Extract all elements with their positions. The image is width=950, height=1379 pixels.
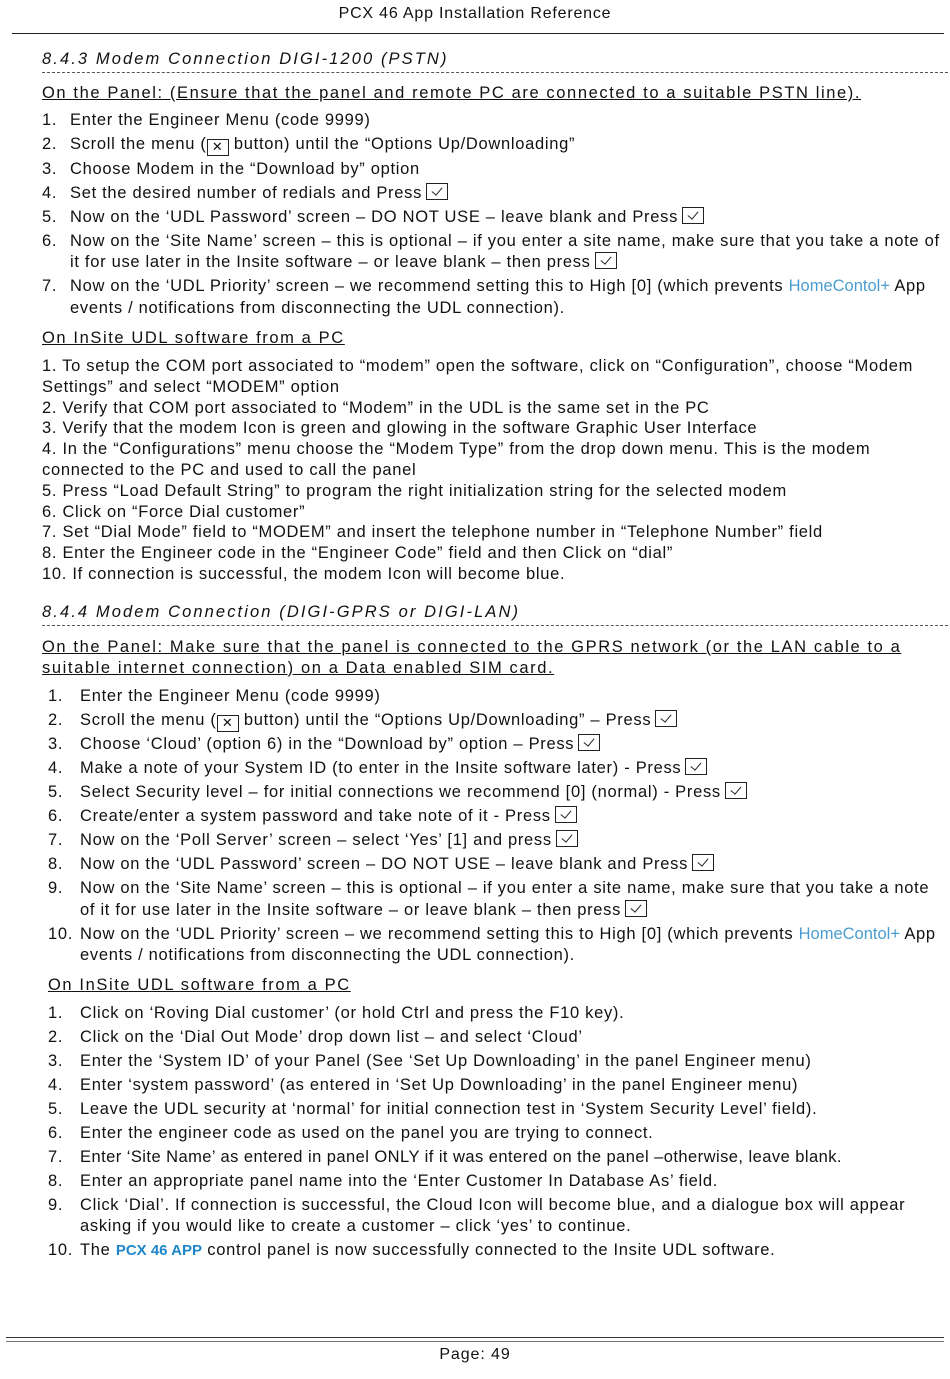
list-item (48, 1099, 942, 1121)
x-button-icon: ✕ (217, 715, 239, 732)
step-text: Enter the Engineer Menu (code 9999) (70, 111, 371, 129)
footer-rule (6, 1337, 944, 1338)
list-item (48, 830, 942, 852)
step-text: Enter an appropriate panel name into the ‘Enter Customer In Database As’ field. (80, 1171, 719, 1190)
step-number: 4. (48, 759, 64, 778)
list-item (48, 734, 942, 756)
list-item (42, 183, 942, 205)
list-item (48, 1075, 942, 1097)
step-number: 10. (48, 924, 74, 943)
step-number: 8. (48, 855, 64, 874)
step-number: 7. (42, 277, 58, 295)
list-item: 7. Set “Dial Mode” field to “MODEM” and insert the telephone number in “Telephone Number” field (42, 523, 823, 542)
step-text: Now on the ‘UDL Priority’ screen – we recommend setting this to High [0] (which prevents HomeContol+ App events / notifications from disconnecting the UDL connection). (70, 277, 926, 317)
step-number: 6. (48, 1123, 64, 1142)
step-text: Choose ‘Cloud’ (option 6) in the “Download by” option – Press (80, 734, 942, 756)
list-item (48, 1171, 942, 1193)
step-text: Now on the ‘Site Name’ screen – this is optional – if you enter a site name, make sure that you take a note of it for use later in the Insite software – or leave blank – then press (70, 231, 940, 271)
list-item (48, 1051, 942, 1073)
list-item (48, 1123, 942, 1145)
list-item (42, 207, 942, 229)
step-text: Now on the ‘Site Name’ screen – this is optional – if you enter a site name, make sure that you take a note of it for use later in the Insite software – or leave blank – then press (80, 879, 930, 919)
step-text: Enter ‘system password’ (as entered in ‘Set Up Downloading’ in the panel Engineer menu) (80, 1075, 799, 1094)
step-text: Scroll the menu ( ✕ button) until the “Options Up/Downloading” (70, 135, 576, 154)
ok-button-icon (555, 806, 577, 823)
list-item (42, 231, 942, 274)
list-item: 5. Press “Load Default String” to program the right initialization string for the selected modem (42, 481, 787, 500)
list-item: 4. In the “Configurations” menu choose the “Modem Type” from the drop down menu. This is the modem connected to the PC and used to call the panel (42, 440, 871, 479)
step-number: 5. (48, 783, 64, 802)
step-text: Now on the ‘Poll Server’ screen – select ‘Yes’ [1] and press (80, 830, 942, 852)
step-number: 2. (42, 135, 58, 153)
list-item: 6. Click on “Force Dial customer” (42, 502, 306, 521)
panel-heading-843: On the Panel: (Ensure that the panel and remote PC are connected to a suitable PSTN line). (42, 84, 862, 102)
list-item (42, 134, 942, 156)
panel-heading-844: On the Panel: Make sure that the panel is connected to the GPRS network (or the LAN cable to a suitable internet connection) on a Data enabled SIM card. (42, 637, 902, 677)
step-number: 6. (42, 231, 58, 250)
step-number: 5. (48, 1099, 64, 1118)
step-number: 3. (42, 159, 58, 178)
step-text: Click on the ‘Dial Out Mode’ drop down list – and select ‘Cloud’ (80, 1027, 583, 1046)
ok-button-icon (725, 782, 747, 799)
list-item: 1. To setup the COM port associated to “modem” open the software, click on “Configuration”, choose “Modem Settings” and select “MODEM” option (42, 357, 914, 396)
list-item: 8. Enter the Engineer code in the “Engineer Code” field and then Click on “dial” (42, 544, 674, 563)
step-number: 4. (48, 1075, 64, 1094)
step-text: Enter the engineer code as used on the panel you are trying to connect. (80, 1123, 654, 1142)
panel-steps-843 (42, 110, 942, 319)
ok-button-icon (578, 734, 600, 751)
step-number: 3. (48, 1051, 64, 1070)
step-number: 9. (48, 879, 64, 898)
step-number: 3. (48, 735, 64, 754)
pcx46-app-brand: PCX 46 APP (115, 1242, 202, 1260)
list-item (42, 276, 942, 319)
footer-rule-secondary (6, 1341, 944, 1342)
x-button-icon: ✕ (207, 139, 229, 156)
ok-button-icon (625, 900, 647, 917)
step-text: Choose Modem in the “Download by” option (70, 159, 420, 178)
step-number: 2. (48, 710, 64, 729)
list-item: 3. Verify that the modem Icon is green and glowing in the software Graphic User Interface (42, 419, 758, 438)
page-content (42, 50, 942, 1264)
step-text: Click on ‘Roving Dial customer’ (or hold Ctrl and press the F10 key). (80, 1003, 625, 1022)
step-number: 1. (48, 1003, 64, 1022)
step-number: 7. (48, 831, 64, 850)
step-text: Enter the Engineer Menu (code 9999) (80, 686, 381, 705)
ok-button-icon (682, 207, 704, 224)
ok-button-icon (655, 710, 677, 727)
list-item (42, 110, 942, 132)
list-item (48, 686, 942, 708)
homecontrol-brand: HomeContol+ (788, 277, 890, 295)
ok-button-icon (685, 758, 707, 775)
list-item (48, 1147, 942, 1169)
step-number: 8. (48, 1171, 64, 1190)
ok-button-icon (556, 830, 578, 847)
section-heading-843: 8.4.3 Modem Connection DIGI-1200 (PSTN) (42, 50, 948, 73)
list-item (48, 1003, 942, 1025)
step-number: 9. (48, 1195, 64, 1214)
step-text: Now on the ‘UDL Password’ screen – DO NOT USE – leave blank and Press (80, 854, 942, 876)
step-number: 10. (48, 1241, 74, 1260)
step-number: 5. (42, 207, 58, 226)
step-number: 2. (48, 1027, 64, 1046)
list-item (48, 782, 942, 804)
insite-heading-844: On InSite UDL software from a PC (48, 975, 351, 994)
step-number: 6. (48, 807, 64, 826)
list-item (48, 758, 942, 780)
step-text: Select Security level – for initial connections we recommend [0] (normal) - Press (80, 782, 942, 804)
step-text: Enter the ‘System ID’ of your Panel (See ‘Set Up Downloading’ in the panel Engineer menu) (80, 1051, 812, 1070)
ok-button-icon (595, 252, 617, 269)
step-text: Set the desired number of redials and Press (70, 183, 942, 205)
section-heading-844: 8.4.4 Modem Connection (DIGI-GPRS or DIGI-LAN) (42, 603, 948, 626)
list-item (48, 854, 942, 876)
list-item (48, 878, 942, 921)
step-number: 1. (48, 686, 64, 705)
step-text: Now on the ‘UDL Priority’ screen – we recommend setting this to High [0] (which prevents HomeContol+ App events / notifications from disconnecting the UDL connection). (80, 924, 936, 965)
step-text: Now on the ‘UDL Password’ screen – DO NOT USE – leave blank and Press (70, 207, 942, 229)
step-text: Scroll the menu ( ✕ button) until the “Options Up/Downloading” – Press (80, 710, 942, 732)
ok-button-icon (426, 183, 448, 200)
list-item: 10. If connection is successful, the modem Icon will become blue. (42, 564, 566, 583)
step-number: 4. (42, 183, 58, 202)
insite-heading-843: On InSite UDL software from a PC (42, 329, 345, 347)
step-text: Create/enter a system password and take note of it - Press (80, 806, 942, 828)
step-number: 7. (48, 1147, 64, 1166)
list-item (42, 159, 942, 181)
running-header: PCX 46 App Installation Reference (338, 5, 612, 22)
step-text: Make a note of your System ID (to enter in the Insite software later) - Press (80, 758, 942, 780)
list-item (48, 924, 942, 967)
insite-steps-844 (48, 1003, 942, 1262)
list-item: 2. Verify that COM port associated to “Modem” in the UDL is the same set in the PC (42, 398, 710, 417)
list-item (48, 806, 942, 828)
list-item (48, 1195, 942, 1238)
list-item (48, 1027, 942, 1049)
header-rule (12, 33, 944, 34)
list-item (48, 710, 942, 732)
page-number: Page: 49 (439, 1346, 511, 1363)
step-text: Leave the UDL security at ‘normal’ for initial connection test in ‘System Security Level’ field). (80, 1099, 818, 1118)
panel-steps-844 (48, 686, 942, 967)
insite-steps-843 (42, 356, 942, 585)
step-text: Enter ‘Site Name’ as entered in panel ONLY if it was entered on the panel –otherwise, leave blank. (80, 1147, 842, 1166)
homecontrol-brand: HomeContol+ (798, 924, 900, 943)
step-text: Click ‘Dial’. If connection is successful, the Cloud Icon will become blue, and a dialogue box will appear asking if you would like to create a customer – click ‘yes’ to continue. (80, 1195, 906, 1236)
ok-button-icon (692, 854, 714, 871)
list-item (48, 1240, 942, 1262)
step-text: The PCX 46 APP control panel is now successfully connected to the Insite UDL software. (80, 1241, 776, 1260)
step-number: 1. (42, 111, 58, 129)
